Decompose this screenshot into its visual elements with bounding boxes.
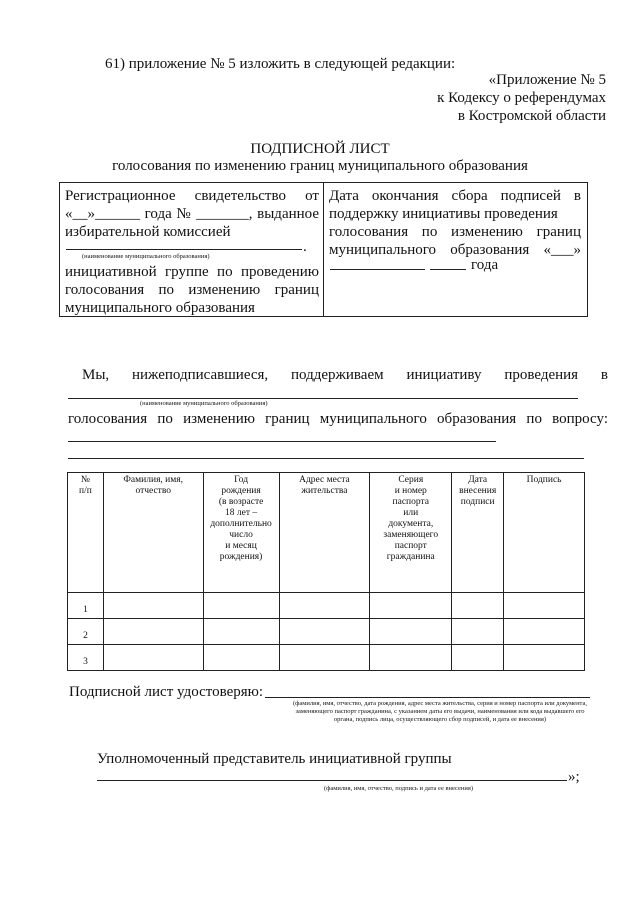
address-cell[interactable] xyxy=(279,619,370,645)
name-cell[interactable] xyxy=(103,645,203,671)
page-title: ПОДПИСНОЙ ЛИСТ xyxy=(250,141,390,157)
right-box-line: голосования по изменению границ xyxy=(329,224,581,240)
name-cell[interactable] xyxy=(103,619,203,645)
fill-line xyxy=(330,269,425,270)
fill-line xyxy=(66,249,302,250)
address-cell[interactable] xyxy=(279,645,370,671)
certify-note: (фамилия, имя, отчество, дата рождения, адрес места жительства, серия и номер паспорта или документа, заменяющего паспорт гражданина, с указанием даты его выдачи, наименования или кода выдавшего его органа, подпись лица, осуществляющего сбор подписей, и дата ее внесения) xyxy=(293,700,587,723)
birth-cell[interactable] xyxy=(203,645,279,671)
question-line: голосования по изменению границ муниципального образования по вопросу: xyxy=(68,411,608,427)
date-cell[interactable] xyxy=(452,593,504,619)
header-boxes xyxy=(59,182,588,317)
row-number: 2 xyxy=(68,619,104,645)
appendix-line: в Костромской области xyxy=(457,108,606,124)
appendix-line: к Кодексу о референдумах xyxy=(437,90,606,106)
appendix-header xyxy=(437,71,606,125)
left-box xyxy=(65,187,319,241)
col-header: Фамилия, имя, отчество xyxy=(103,473,203,593)
passport-cell[interactable] xyxy=(370,593,452,619)
fill-line xyxy=(68,441,496,442)
representative-label: Уполномоченный представитель инициативной группы xyxy=(97,751,452,767)
page-subtitle: голосования по изменению границ муниципального образования xyxy=(112,158,528,174)
fill-line xyxy=(97,780,567,781)
right-box xyxy=(329,187,581,259)
col-header: Дата внесения подписи xyxy=(452,473,504,593)
we-note: (наименование муниципального образования) xyxy=(140,400,268,407)
table-row xyxy=(68,619,585,645)
box-divider xyxy=(323,183,324,316)
signature-cell[interactable] xyxy=(504,619,585,645)
birth-cell[interactable] xyxy=(203,619,279,645)
right-box-line: Дата окончания сбора подписей в xyxy=(329,188,581,204)
left-box-line: голосования по изменению границ xyxy=(65,282,319,298)
col-header: Адрес места жительства xyxy=(279,473,370,593)
address-cell[interactable] xyxy=(279,593,370,619)
we-line: Мы, нижеподписавшиеся, поддерживаем инициативу проведения в xyxy=(82,367,608,383)
col-header: Год рождения (в возрасте 18 лет – дополнительно число и месяц рождения) xyxy=(203,473,279,593)
row-number: 3 xyxy=(68,645,104,671)
birth-cell[interactable] xyxy=(203,593,279,619)
name-cell[interactable] xyxy=(103,593,203,619)
col-header: Подпись xyxy=(504,473,585,593)
table-row xyxy=(68,645,585,671)
left-box-lower xyxy=(65,263,319,317)
row-number: 1 xyxy=(68,593,104,619)
left-box-dot: . xyxy=(303,239,307,255)
signature-cell[interactable] xyxy=(504,645,585,671)
left-box-line: «__»______ года № _______, выданное xyxy=(65,206,319,222)
representative-note: (фамилия, имя, отчество, подпись и дата ее внесения) xyxy=(324,785,474,792)
fill-line xyxy=(430,269,466,270)
certify-label: Подписной лист удостоверяю: xyxy=(69,684,264,700)
right-box-year: года xyxy=(471,257,499,273)
col-header: Серия и номер паспорта или документа, заменяющего паспорт гражданина xyxy=(370,473,452,593)
fill-line xyxy=(68,458,584,459)
col-header: № п/п xyxy=(68,473,104,593)
fill-line xyxy=(265,697,590,698)
left-box-line: инициативной группе по проведению xyxy=(65,264,319,280)
left-box-line: муниципального образования xyxy=(65,300,255,316)
left-box-line: избирательной комиссией xyxy=(65,224,231,240)
signatures-table xyxy=(67,472,585,671)
representative-end: »; xyxy=(568,769,580,785)
passport-cell[interactable] xyxy=(370,645,452,671)
left-box-line: Регистрационное свидетельство от xyxy=(65,188,319,204)
date-cell[interactable] xyxy=(452,619,504,645)
right-box-line: муниципального образования «___» xyxy=(329,242,581,258)
signature-cell[interactable] xyxy=(504,593,585,619)
table-row xyxy=(68,593,585,619)
intro-text: 61) приложение № 5 изложить в следующей редакции: xyxy=(105,56,456,72)
right-box-line: поддержку инициативы проведения xyxy=(329,206,558,222)
passport-cell[interactable] xyxy=(370,619,452,645)
table-header-row xyxy=(68,473,585,593)
left-box-note: (наименование муниципального образования) xyxy=(82,253,210,260)
appendix-line: «Приложение № 5 xyxy=(488,72,606,88)
date-cell[interactable] xyxy=(452,645,504,671)
fill-line xyxy=(68,398,578,399)
